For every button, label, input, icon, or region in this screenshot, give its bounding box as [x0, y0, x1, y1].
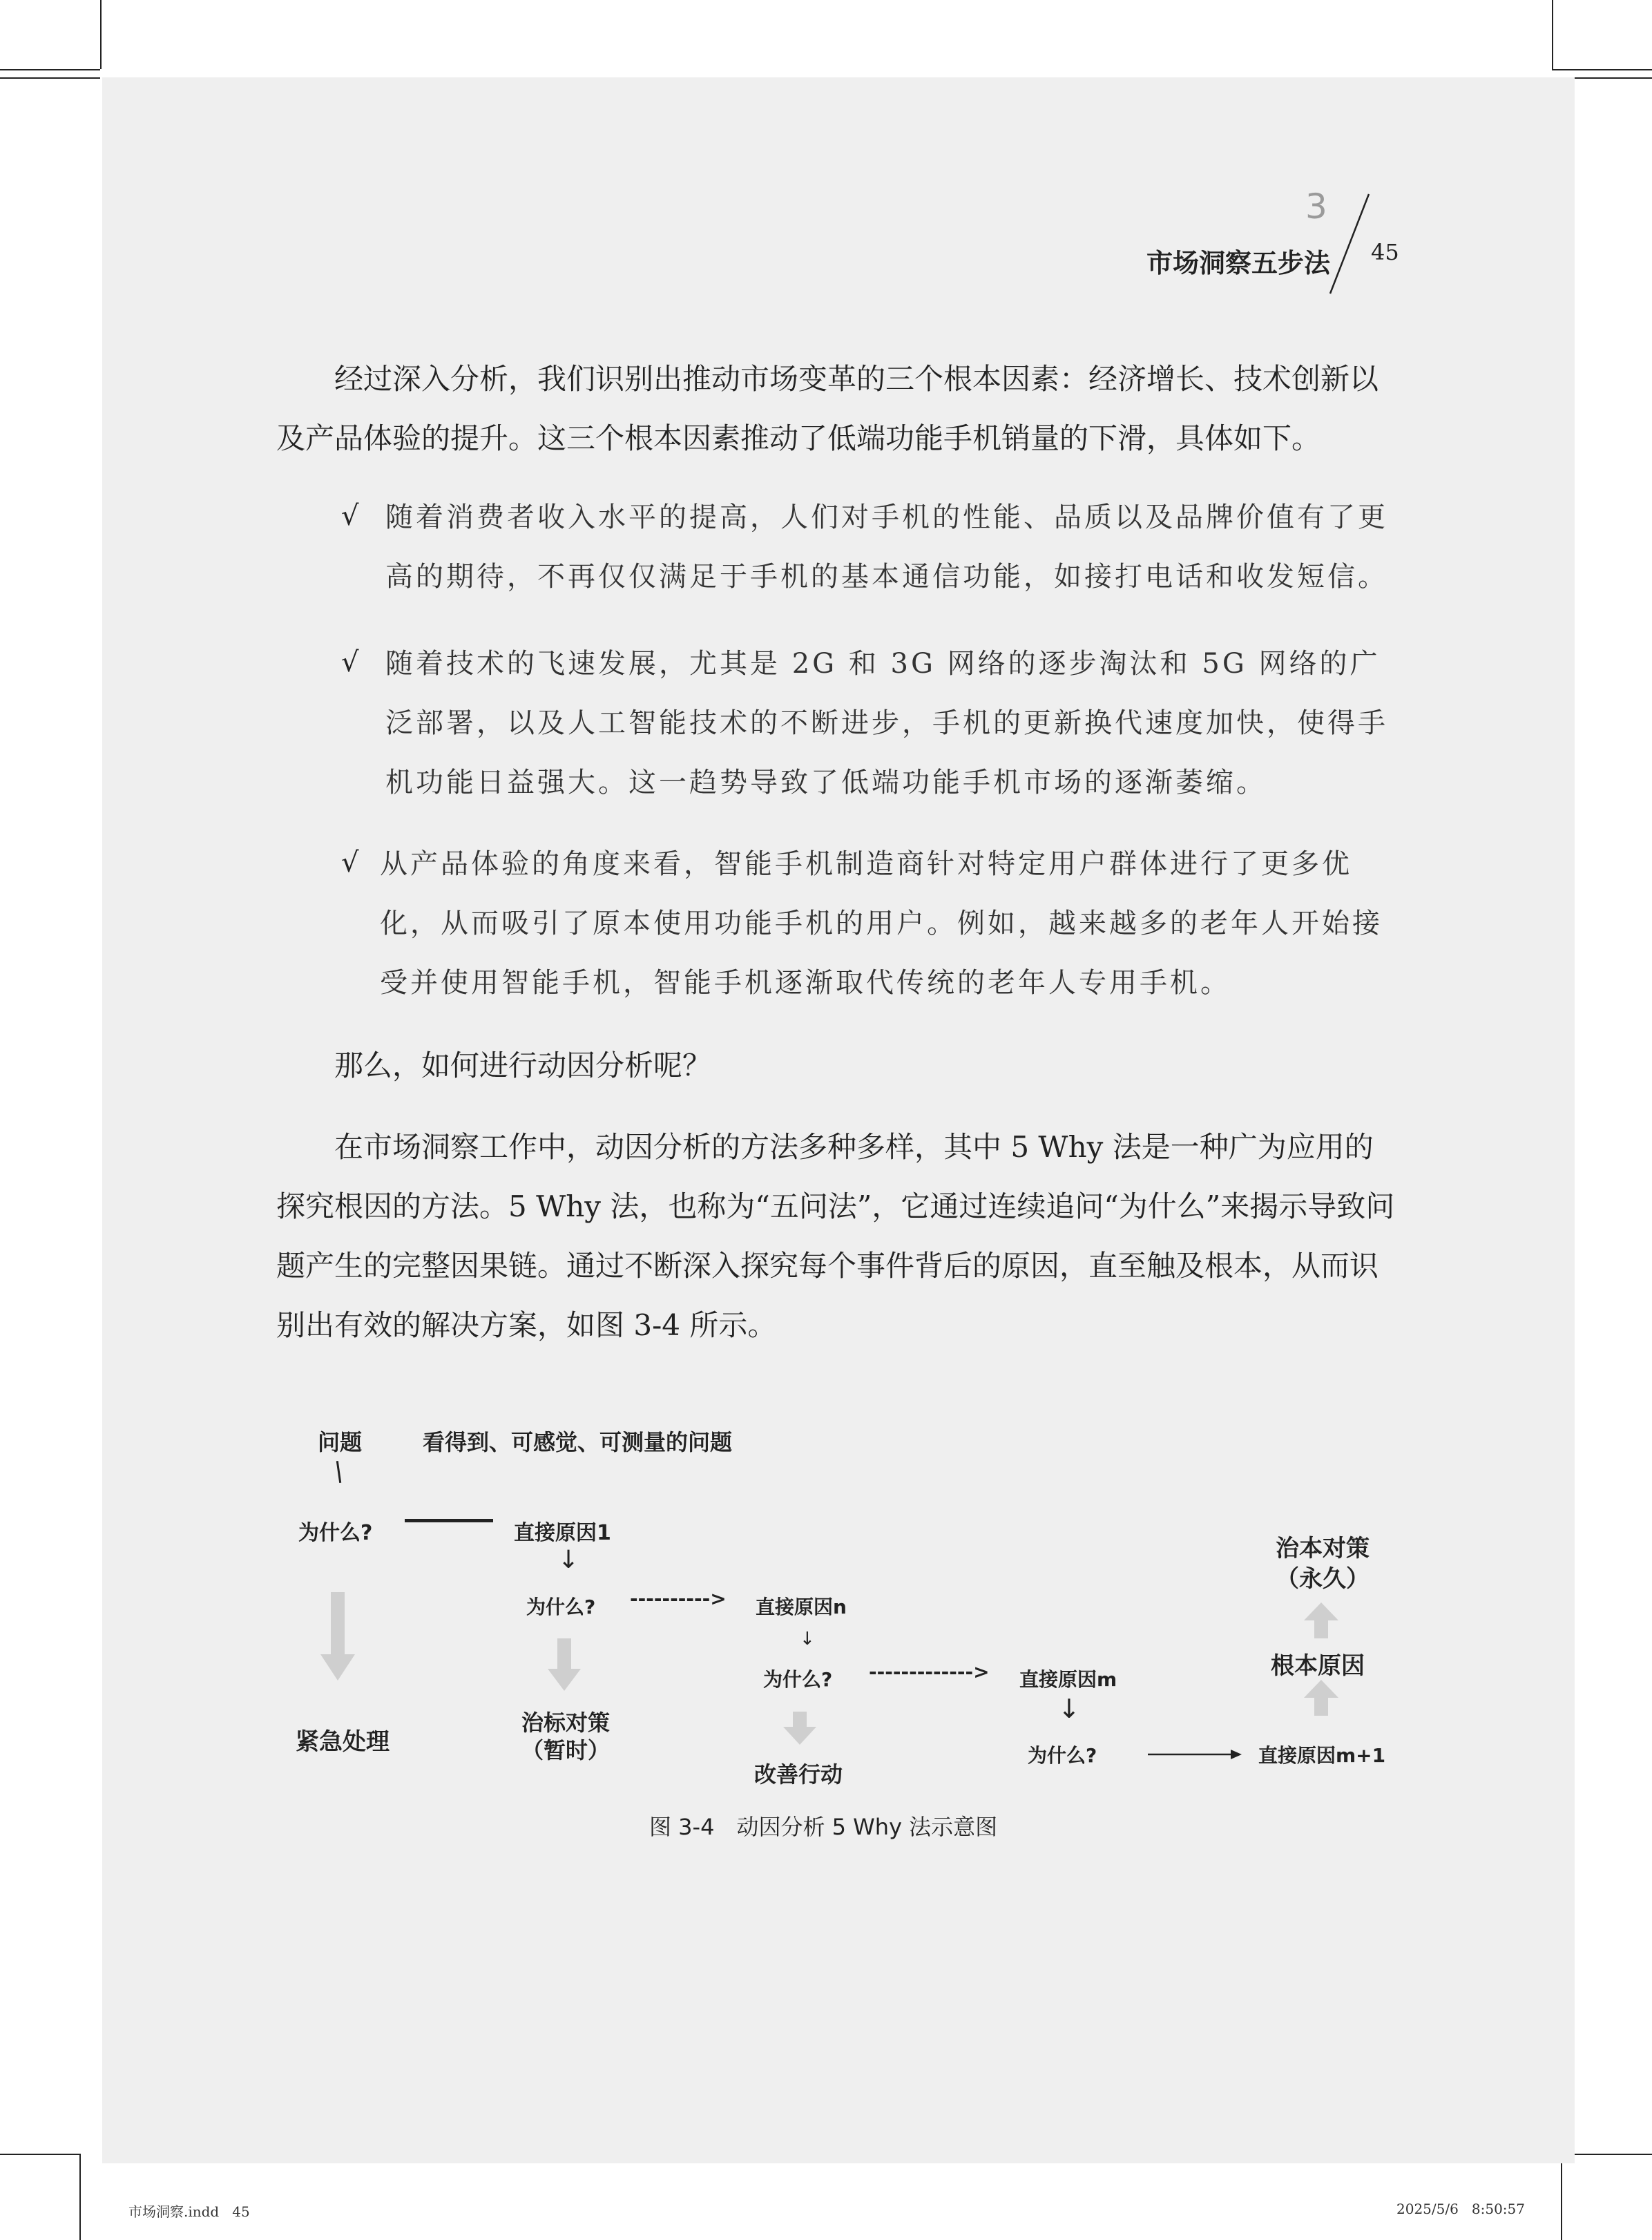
gray-down-arrow-icon [319, 1592, 356, 1682]
problem-label: 问题 [318, 1429, 363, 1455]
crop-mark [0, 2154, 79, 2155]
check-mark-icon: √ [341, 847, 359, 879]
why-label: 为什么? [1028, 1744, 1097, 1767]
crop-mark [1552, 0, 1553, 69]
bullet-item: 从产品体验的角度来看，智能手机制造商针对特定用户群体进行了更多优化，从而吸引了原本使用功能手机的用户。例如，越来越多的老年人开始接受并使用智能手机，智能手机逐渐取代传统的老年人专用手机。 [380, 848, 1383, 999]
symptom-fix [517, 1709, 615, 1764]
footer-file: 市场洞察.indd 45 [128, 2203, 250, 2220]
crop-mark [100, 0, 102, 69]
direct-cause-n: 直接原因n [756, 1596, 847, 1618]
gray-up-arrow-icon [1304, 1680, 1338, 1716]
solid-arrow [1146, 1746, 1243, 1763]
header-slash [1325, 190, 1373, 300]
root-fix-line2: （永久） [1276, 1565, 1370, 1593]
figure-caption: 图 3-4 动因分析 5 Why 法示意图 [649, 1814, 998, 1840]
gray-down-arrow-icon [547, 1638, 582, 1692]
down-arrow-icon: ↓ [1058, 1694, 1080, 1724]
bullet-item: 随着消费者收入水平的提高，人们对手机的性能、品质以及品牌价值有了更高的期待，不再仅仅满足于手机的基本通信功能，如接打电话和收发短信。 [385, 501, 1388, 593]
bullet-item: 随着技术的飞速发展，尤其是 2G 和 3G 网络的逐步淘汰和 5G 网络的广泛部署，以及人工智能技术的不断进步，手机的更新换代速度加快，使得手机功能日益强大。这一趋势导致了低端功能手机市场的逐渐萎缩。 [385, 648, 1388, 798]
symptom-fix-line2: （暂时） [521, 1737, 610, 1763]
explanation-paragraph: 在市场洞察工作中，动因分析的方法多种多样，其中 5 Why 法是一种广为应用的探究根因的方法。5 Why 法，也称为“五问法”，它通过连续追问“为什么”来揭示导致问题产生的完整因果链。通过不断深入探究每个事件背后的原因，直至触及根本，从而识别出有效的解决方案，如图 3-4 所示。 [276, 1130, 1395, 1342]
intro-paragraph: 经过深入分析，我们识别出推动市场变革的三个根本因素：经济增长、技术创新以及产品体验的提升。这三个根本因素推动了低端功能手机销量的下滑，具体如下。 [276, 362, 1379, 455]
page-number: 45 [1371, 239, 1399, 265]
why-label: 为什么? [526, 1596, 596, 1618]
check-mark-icon: √ [341, 647, 359, 678]
why-label: 为什么? [298, 1521, 373, 1545]
connector-line [405, 1519, 493, 1522]
emergency-handling: 紧急处理 [296, 1728, 390, 1756]
gray-down-arrow-icon [783, 1712, 816, 1746]
crop-mark [1561, 2154, 1562, 2240]
improvement-action: 改善行动 [754, 1761, 843, 1788]
direct-cause-m: 直接原因m [1019, 1668, 1117, 1691]
crop-mark [1552, 69, 1652, 70]
crop-mark [79, 2154, 81, 2240]
down-arrow-icon: ↓ [558, 1546, 579, 1574]
problem-description: 看得到、可感觉、可测量的问题 [423, 1429, 733, 1455]
chapter-number: 3 [1305, 186, 1327, 227]
why-label: 为什么? [763, 1668, 833, 1691]
crop-mark [0, 69, 100, 70]
direct-cause-1: 直接原因1 [514, 1521, 611, 1545]
direct-cause-m-plus-1: 直接原因m+1 [1258, 1744, 1386, 1767]
gray-up-arrow-icon [1304, 1602, 1338, 1638]
footer-timestamp: 2025/5/6 8:50:57 [1396, 2201, 1525, 2217]
crop-mark [0, 77, 100, 79]
chapter-title: 市场洞察五步法 [1146, 248, 1331, 278]
down-arrow-icon: ↓ [800, 1629, 815, 1649]
symptom-fix-line1: 治标对策 [521, 1710, 610, 1736]
root-fix [1264, 1533, 1381, 1594]
question-line: 那么，如何进行动因分析呢？ [334, 1049, 712, 1082]
root-cause: 根本原因 [1271, 1652, 1365, 1680]
root-fix-line1: 治本对策 [1276, 1535, 1370, 1562]
check-mark-icon: √ [341, 500, 359, 532]
dashed-arrow: -------------> [869, 1660, 990, 1683]
dashed-arrow: ----------> [630, 1587, 727, 1610]
